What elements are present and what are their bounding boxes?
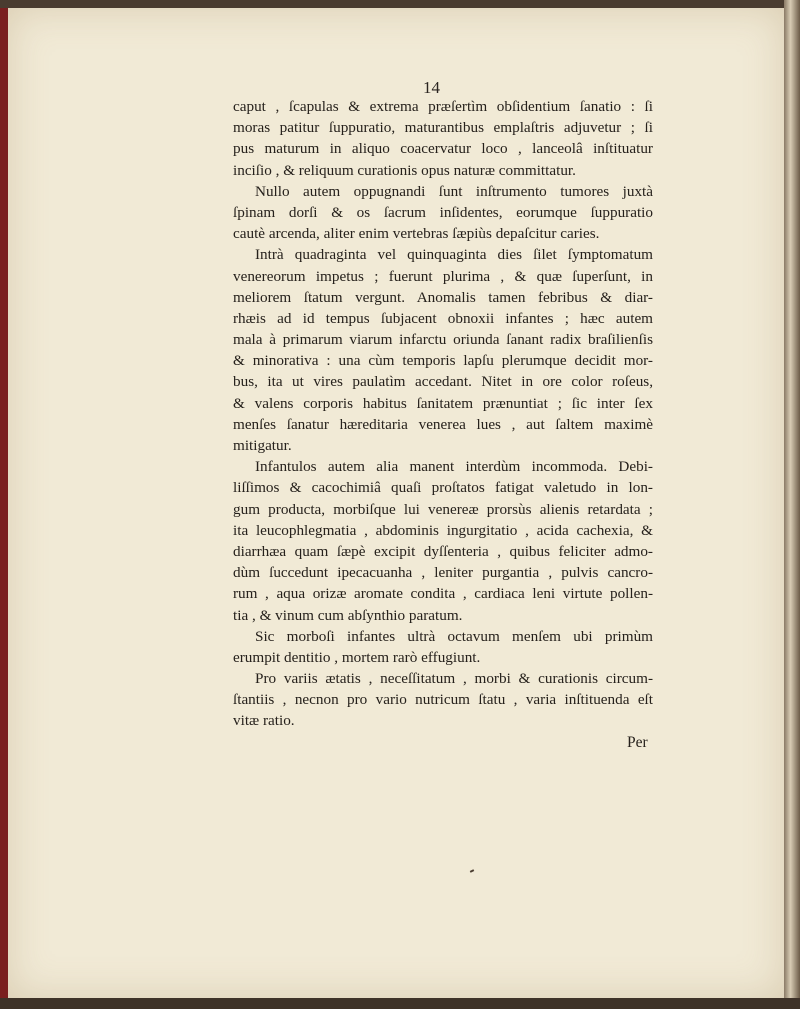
text-line: Sic morboſi infantes ultrà octavum menſem ubi primùm [255, 627, 653, 645]
text-line: venereorum impetus ; fuerunt plurima , & quæ ſuperſunt, in [233, 267, 653, 285]
text-line: bus, ita ut vires paulatìm accedant. Nitet in ore color roſeus, [233, 373, 653, 391]
text-line: liſſimos & cacochimiâ quaſi proſtatos fatigat valetudo in lon- [233, 479, 653, 497]
text-line: rhæis ad id tempus ſubjacent obnoxii infantes ; hæc autem [233, 309, 653, 327]
catchword: Per [627, 734, 648, 751]
text-line: Nullo autem oppugnandi ſunt inſtrumento tumores juxtà [255, 182, 653, 200]
text-line: erumpit dentitio , mortem rarò effugiunt. [233, 648, 481, 666]
text-line: ita leucophlegmatia , abdominis ingurgitatio , acida cachexia, & [233, 521, 653, 539]
text-line: & valens corporis habitus ſanitatem prænuntiat ; ſic inter ſex [233, 394, 653, 412]
text-line: rum , aqua orizæ aromate condita , cardiaca leni virtute pollen- [233, 585, 653, 603]
text-line: Pro variis ætatis , neceſſitatum , morbi & curationis circum- [255, 670, 653, 688]
text-line: inciſio , & reliquum curationis opus naturæ committatur. [233, 161, 576, 179]
text-line: moras patitur ſuppuratio, maturantibus emplaſtris adjuvetur ; ſi [233, 119, 653, 137]
text-line: diarrhæa quam ſæpè excipit dyſſenteria , quibus feliciter admo- [233, 542, 653, 560]
page-bottom-edge [0, 998, 800, 1009]
text-line: & minorativa : una cùm temporis lapſu plerumque decidit mor- [233, 352, 653, 370]
text-line: caput , ſcapulas & extrema præſertìm obſidentium ſanatio : ſi [233, 98, 653, 115]
body-text [233, 96, 653, 732]
text-line: mala à primarum viarum infarctu oriunda ſanant radix braſilienſis [233, 331, 653, 349]
text-line: tia , & vinum cum abſynthio paratum. [233, 606, 463, 624]
page-left-edge [0, 0, 8, 1009]
text-line: meliorem ſtatum vergunt. Anomalis tamen febribus & diar- [233, 288, 653, 306]
text-line: vitæ ratio. [233, 712, 295, 730]
text-line: ſtantiis , necnon pro vario nutricum ſtatu , varia inſtituenda eſt [233, 691, 653, 709]
text-line: Infantulos autem alia manent interdùm incommoda. Debi- [255, 458, 653, 476]
book-fore-edge [784, 0, 800, 1009]
text-line: dùm ſuccedunt ipecacuanha , leniter purgantia , pulvis cancro- [233, 564, 653, 582]
text-line: cautè arcenda, aliter enim vertebras ſæpiùs depaſcitur caries. [233, 225, 600, 243]
page-top-edge [0, 0, 800, 8]
text-line: pus maturum in aliquo coacervatur loco , lanceolâ inſtituatur [233, 140, 653, 158]
text-line: ſpinam dorſi & os ſacrum inſidentes, eorumque ſuppuratio [233, 203, 653, 221]
text-line: gum producta, morbiſque lui venereæ prorsùs alienis retardata ; [233, 500, 653, 518]
text-line: menſes ſanatur hæreditaria venerea lues , aut ſaltem maximè [233, 415, 653, 433]
text-line: Intrà quadraginta vel quinquaginta dies ſilet ſymptomatum [255, 246, 653, 264]
text-line: mitigatur. [233, 437, 292, 454]
page-number: 14 [423, 78, 440, 97]
